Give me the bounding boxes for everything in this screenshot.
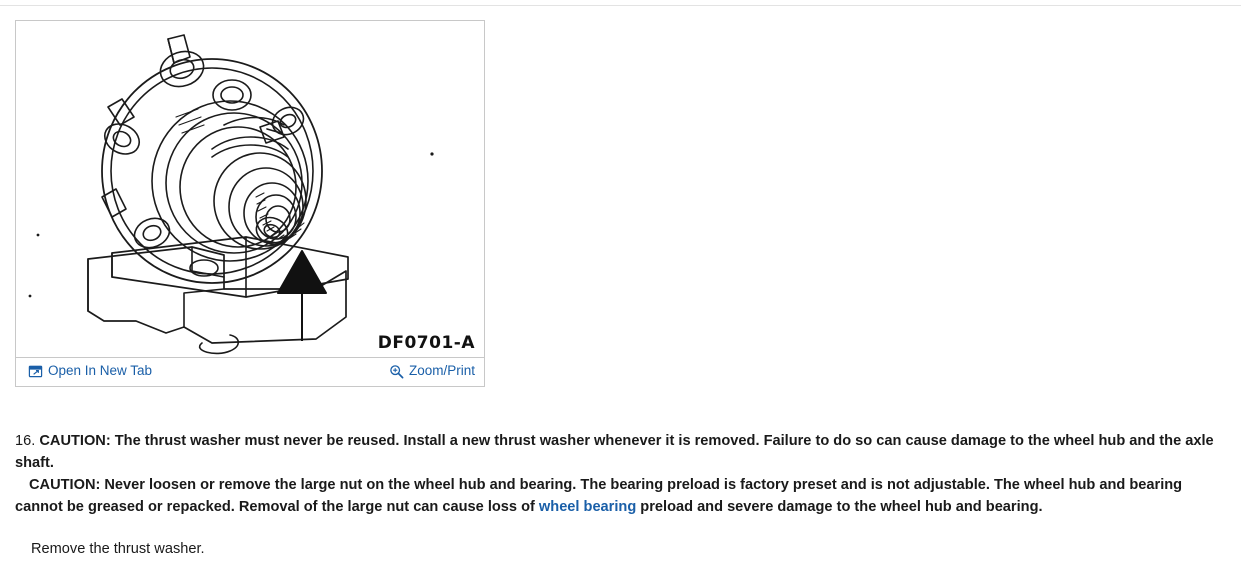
procedure-content [15,430,1230,560]
figure-panel [15,20,485,387]
instruction-text: Remove the thrust washer. [31,541,205,557]
open-in-new-tab-label: Open In New Tab [48,363,153,378]
figure-toolbar [16,357,484,386]
open-in-new-tab-link[interactable] [28,363,152,378]
step-number: 16. [15,433,36,449]
step-block [15,430,1230,518]
figure-code-label: DF0701-A [377,333,475,353]
top-scroll-strip [0,0,1241,6]
caution-text-1: CAUTION: The thrust washer must never be reused. Install a new thrust washer whenever it is removed. Failure to do so can cause damage to the wheel hub and the axle shaft. [15,433,1214,471]
caution-text-2-part1: CAUTION: Never loosen or remove the large nut on the wheel hub and bearing. The bearing preload is factory preset and is not adjustable. The wheel hub and bearing cannot be greased or repacked. Removal of the large nut can cause loss of [15,477,1183,515]
figure-image [16,21,484,359]
external-window-icon [28,364,43,379]
wheel-bearing-link[interactable]: wheel bearing [538,499,637,515]
magnifier-icon [389,364,404,379]
hub-bearing-illustration [16,21,484,359]
zoom-print-label: Zoom/Print [408,363,475,378]
zoom-print-link[interactable] [389,363,475,378]
caution-text-2-part2: preload and severe damage to the wheel hub and bearing. [636,499,1043,515]
